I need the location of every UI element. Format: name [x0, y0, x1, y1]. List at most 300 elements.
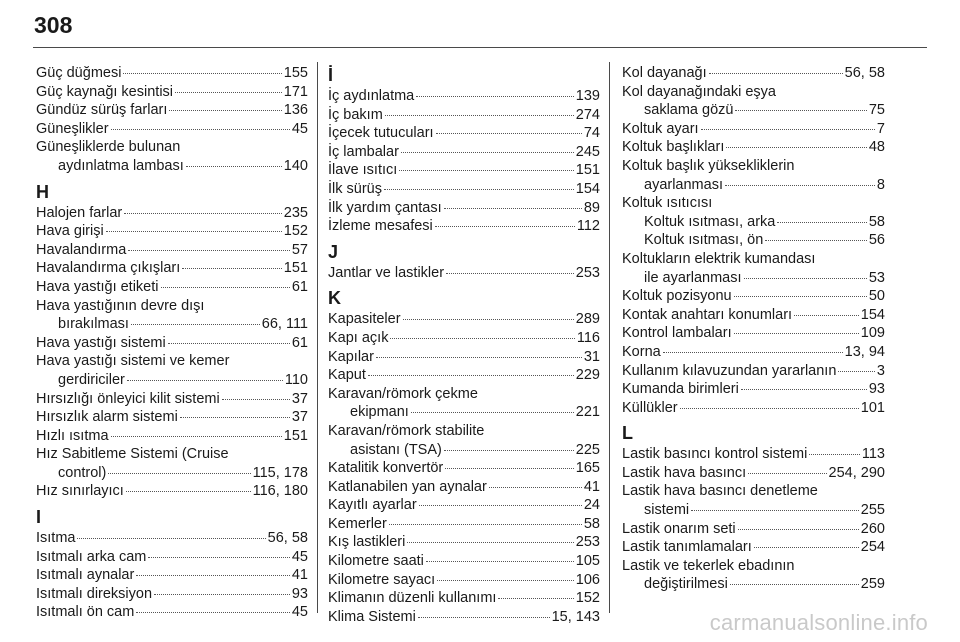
entry-term: Katlanabilen yan aynalar	[328, 478, 487, 495]
entry-term: Katalitik konvertör	[328, 460, 444, 477]
entry-term: İç aydınlatma	[328, 88, 415, 104]
index-entry	[36, 83, 308, 102]
entry-page-ref: 66, 111	[261, 316, 308, 333]
dot-leader	[111, 129, 290, 130]
dot-leader	[741, 389, 867, 390]
entry-term: Korna	[622, 343, 661, 360]
dot-leader	[407, 542, 573, 543]
index-entry	[328, 608, 600, 627]
entry-page-ref: 115, 178	[252, 464, 308, 481]
dot-leader	[180, 417, 290, 418]
entry-page-ref: 255	[860, 502, 885, 519]
index-entry	[328, 199, 600, 218]
entry-term: Lastik hava basıncı	[622, 464, 747, 481]
dot-leader	[136, 612, 290, 613]
index-entry	[36, 585, 308, 604]
entry-term: Koltuk pozisyonu	[622, 288, 732, 305]
entry-page-ref: 101	[860, 399, 885, 416]
index-entry	[328, 515, 600, 534]
entry-term: İç lambalar	[328, 143, 399, 160]
entry-page-ref: 8	[876, 176, 885, 193]
index-entry	[622, 380, 885, 399]
entry-page-ref: 221	[575, 404, 600, 421]
dot-leader	[725, 185, 875, 186]
entry-page-ref: 58	[868, 213, 885, 230]
entry-page-ref: 56	[868, 232, 885, 249]
index-heading: Hava yastığının devre dışı	[36, 297, 205, 314]
dot-leader	[123, 73, 281, 74]
index-heading: Koltuk başlık yüksekliklerin	[622, 157, 795, 174]
entry-term: Koltuk ısıtması, ön	[644, 232, 764, 249]
dot-leader	[106, 231, 282, 232]
index-entry	[328, 366, 600, 385]
entry-term: gerdiriciler	[58, 371, 125, 388]
entry-term: Hırsızlığı önleyici kilit sistemi	[36, 390, 220, 407]
index-entry	[328, 589, 600, 608]
entry-term: Halojen farlar	[36, 204, 123, 221]
entry-page-ref: 274	[575, 106, 600, 123]
entry-page-ref: 112	[576, 218, 600, 235]
section-letter: L	[622, 423, 633, 444]
index-column-1	[36, 64, 308, 622]
dot-leader	[435, 226, 575, 227]
index-entry	[36, 603, 308, 622]
dot-leader	[765, 240, 867, 241]
entry-term: Koltuk başlıkları	[622, 139, 725, 156]
dot-leader	[701, 129, 875, 130]
entry-term: control)	[58, 464, 107, 481]
watermark: carmanualsonline.info	[709, 610, 928, 635]
index-entry	[622, 343, 885, 362]
dot-leader	[175, 92, 282, 93]
index-entry	[36, 259, 308, 278]
entry-page-ref: 154	[575, 180, 600, 197]
entry-page-ref: 37	[291, 390, 308, 407]
entry-page-ref: 45	[291, 120, 308, 137]
dot-leader	[663, 352, 843, 353]
dot-leader	[222, 399, 290, 400]
index-entry	[36, 529, 308, 548]
dot-leader	[169, 110, 281, 111]
entry-page-ref: 50	[868, 288, 885, 305]
entry-term: sistemi	[644, 502, 690, 519]
index-entry	[36, 222, 308, 241]
section-letter: K	[328, 288, 341, 309]
entry-page-ref: 93	[291, 585, 308, 602]
entry-page-ref: 45	[291, 548, 308, 565]
index-entry	[36, 157, 308, 176]
entry-page-ref: 260	[860, 520, 885, 537]
entry-page-ref: 74	[583, 125, 600, 142]
entry-page-ref: 41	[291, 567, 308, 584]
index-entry	[36, 278, 308, 297]
entry-page-ref: 151	[575, 162, 600, 179]
index-entry	[622, 464, 885, 483]
entry-term: Gündüz sürüş farları	[36, 102, 168, 119]
index-entry	[328, 217, 600, 236]
dot-leader	[680, 408, 859, 409]
dot-leader	[809, 454, 860, 455]
entry-page-ref: 61	[291, 334, 308, 351]
index-section	[328, 64, 600, 236]
dot-leader	[182, 268, 282, 269]
entry-term: Kapasiteler	[328, 311, 401, 328]
dot-leader	[489, 487, 582, 488]
entry-term: asistanı (TSA)	[350, 441, 442, 458]
entry-term: Havalandırma	[36, 241, 127, 258]
index-entry	[36, 315, 308, 334]
dot-leader	[416, 96, 574, 97]
entry-term: Isıtmalı ön cam	[36, 604, 135, 621]
entry-term: Isıtmalı direksiyon	[36, 585, 153, 602]
entry-term: Kol dayanağı	[622, 65, 707, 81]
index-heading: Hava yastığı sistemi ve kemer	[36, 353, 230, 370]
entry-term: değiştirilmesi	[644, 576, 728, 593]
index-entry	[328, 329, 600, 348]
index-section	[36, 181, 308, 502]
dot-leader	[734, 296, 867, 297]
entry-term: Kaput	[328, 367, 366, 384]
index-entry	[622, 231, 885, 250]
entry-page-ref: 109	[860, 325, 885, 342]
index-entry	[622, 101, 885, 120]
entry-page-ref: 151	[283, 260, 308, 277]
index-entry	[328, 348, 600, 367]
section-letter: H	[36, 181, 49, 202]
entry-page-ref: 116	[576, 329, 600, 346]
index-entry	[622, 138, 885, 157]
index-entry	[328, 143, 600, 162]
index-entry	[36, 371, 308, 390]
entry-term: Hava yastığı sistemi	[36, 334, 166, 351]
entry-page-ref: 31	[583, 348, 600, 365]
entry-term: bırakılması	[58, 316, 129, 333]
dot-leader	[154, 594, 290, 595]
index-entry	[328, 124, 600, 143]
dot-leader	[389, 524, 582, 525]
index-entry	[328, 496, 600, 515]
entry-page-ref: 152	[575, 590, 600, 607]
entry-page-ref: 254, 290	[828, 464, 885, 481]
entry-page-ref: 136	[283, 102, 308, 119]
entry-term: Kemerler	[328, 515, 387, 532]
entry-term: Kontak anahtarı konumları	[622, 306, 793, 323]
index-entry	[36, 427, 308, 446]
entry-page-ref: 289	[575, 311, 600, 328]
dot-leader	[390, 338, 574, 339]
dot-leader	[419, 505, 582, 506]
dot-leader	[399, 170, 573, 171]
index-entry	[622, 575, 885, 594]
index-entry	[622, 120, 885, 139]
index-entry	[36, 464, 308, 483]
dot-leader	[444, 208, 582, 209]
index-entry	[36, 64, 308, 83]
index-entry	[328, 180, 600, 199]
index-entry	[328, 441, 600, 460]
index-entry	[36, 408, 308, 427]
index-entry	[36, 241, 308, 260]
entry-page-ref: 151	[283, 427, 308, 444]
dot-leader	[385, 115, 574, 116]
page-number: 308	[34, 12, 73, 38]
entry-term: Hava yastığı etiketi	[36, 278, 159, 295]
entry-term: aydınlatma lambası	[58, 157, 184, 174]
entry-term: Lastik onarım seti	[622, 520, 736, 537]
dot-leader	[108, 473, 250, 474]
dot-leader	[726, 147, 867, 148]
entry-term: Koltuk ayarı	[622, 120, 699, 137]
index-entry	[36, 548, 308, 567]
entry-term: Kapı açık	[328, 329, 389, 346]
dot-leader	[368, 375, 574, 376]
entry-term: Isıtmalı arka cam	[36, 548, 147, 565]
index-entry	[328, 310, 600, 329]
entry-term: Havalandırma çıkışları	[36, 260, 181, 277]
entry-page-ref: 56, 58	[844, 65, 885, 81]
entry-page-ref: 253	[575, 534, 600, 551]
entry-term: Isıtmalı aynalar	[36, 567, 135, 584]
section-letter: İ	[328, 65, 334, 85]
index-entry	[328, 161, 600, 180]
entry-page-ref: 58	[583, 515, 600, 532]
index-entry	[328, 533, 600, 552]
index-entry	[328, 264, 600, 283]
index-entry	[36, 101, 308, 120]
entry-page-ref: 13, 94	[844, 343, 885, 360]
entry-page-ref: 171	[283, 83, 308, 100]
index-section	[36, 506, 308, 622]
entry-term: Koltuk ısıtması, arka	[644, 213, 776, 230]
entry-term: Hava girişi	[36, 223, 104, 240]
entry-page-ref: 48	[868, 139, 885, 156]
dot-leader	[748, 473, 826, 474]
dot-leader	[426, 561, 574, 562]
entry-term: saklama gözü	[644, 102, 734, 119]
entry-page-ref: 154	[860, 306, 885, 323]
dot-leader	[127, 380, 283, 381]
index-heading: Koltuk ısıtıcısı	[622, 195, 713, 212]
index-section	[36, 64, 308, 176]
entry-term: Lastik basıncı kontrol sistemi	[622, 446, 808, 463]
entry-page-ref: 106	[575, 571, 600, 588]
entry-page-ref: 113	[861, 446, 885, 463]
index-entry	[622, 213, 885, 232]
dot-leader	[161, 287, 290, 288]
dot-leader	[730, 584, 859, 585]
entry-term: Hız sınırlayıcı	[36, 483, 124, 500]
index-section	[622, 422, 885, 594]
dot-leader	[754, 547, 859, 548]
dot-leader	[126, 491, 251, 492]
column-divider-1	[317, 62, 318, 613]
entry-page-ref: 41	[583, 478, 600, 495]
dot-leader	[401, 152, 574, 153]
entry-term: Hırsızlık alarm sistemi	[36, 409, 178, 426]
dot-leader	[418, 617, 550, 618]
entry-term: Kilometre sayacı	[328, 571, 436, 588]
index-heading: Koltukların elektrik kumandası	[622, 250, 816, 267]
index-section	[622, 64, 885, 417]
entry-term: Kış lastikleri	[328, 534, 406, 551]
entry-page-ref: 225	[575, 441, 600, 458]
dot-leader	[444, 450, 574, 451]
index-column-3	[622, 64, 885, 594]
entry-page-ref: 253	[575, 264, 600, 281]
entry-term: Kilometre saati	[328, 553, 424, 570]
entry-page-ref: 56, 58	[267, 530, 308, 547]
dot-leader	[411, 412, 574, 413]
entry-term: Küllükler	[622, 399, 678, 416]
dot-leader	[186, 166, 282, 167]
entry-term: Lastik tanımlamaları	[622, 539, 752, 556]
entry-term: Kontrol lambaları	[622, 325, 732, 342]
index-entry	[36, 566, 308, 585]
entry-term: İlave ısıtıcı	[328, 162, 398, 179]
dot-leader	[136, 575, 290, 576]
index-entry	[622, 306, 885, 325]
dot-leader	[124, 213, 282, 214]
entry-page-ref: 245	[575, 143, 600, 160]
index-entry	[328, 459, 600, 478]
entry-term: Kapılar	[328, 348, 374, 365]
dot-leader	[128, 250, 290, 251]
entry-page-ref: 93	[868, 381, 885, 398]
entry-page-ref: 3	[876, 362, 885, 379]
index-entry	[622, 445, 885, 464]
entry-term: Güç düğmesi	[36, 65, 122, 81]
dot-leader	[446, 273, 574, 274]
entry-page-ref: 24	[583, 497, 600, 514]
entry-page-ref: 57	[291, 241, 308, 258]
entry-page-ref: 89	[583, 199, 600, 216]
dot-leader	[498, 598, 573, 599]
dot-leader	[384, 189, 574, 190]
dot-leader	[709, 73, 843, 74]
entry-page-ref: 140	[283, 157, 308, 174]
entry-page-ref: 110	[284, 371, 308, 388]
index-heading: Karavan/römork çekme	[328, 385, 478, 402]
dot-leader	[403, 319, 574, 320]
section-letter: I	[36, 507, 42, 528]
index-entry	[622, 501, 885, 520]
index-entry	[622, 324, 885, 343]
dot-leader	[111, 436, 282, 437]
index-column-2	[328, 64, 600, 626]
entry-term: Kayıtlı ayarlar	[328, 497, 417, 514]
entry-page-ref: 45	[291, 604, 308, 621]
index-entry	[328, 106, 600, 125]
dot-leader	[735, 110, 866, 111]
index-entry	[622, 520, 885, 539]
index-heading: Karavan/römork stabilite	[328, 422, 485, 439]
entry-page-ref: 105	[575, 553, 600, 570]
entry-page-ref: 229	[575, 367, 600, 384]
entry-page-ref: 15, 143	[551, 608, 600, 625]
index-heading: Lastik hava basıncı denetleme	[622, 483, 818, 500]
index-entry	[36, 482, 308, 501]
entry-page-ref: 235	[283, 204, 308, 221]
dot-leader	[77, 538, 265, 539]
section-letter: J	[328, 241, 339, 262]
entry-term: İlk sürüş	[328, 180, 382, 197]
entry-page-ref: 116, 180	[252, 483, 308, 500]
entry-page-ref: 254	[860, 539, 885, 556]
index-entry	[328, 87, 600, 106]
index-entry	[36, 120, 308, 139]
index-heading: Güneşliklerde bulunan	[36, 139, 181, 156]
entry-page-ref: 37	[291, 409, 308, 426]
index-entry	[328, 403, 600, 422]
entry-term: Klimanın düzenli kullanımı	[328, 590, 497, 607]
index-entry	[328, 478, 600, 497]
index-section	[328, 241, 600, 283]
entry-term: İç bakım	[328, 106, 383, 123]
entry-page-ref: 53	[868, 269, 885, 286]
column-divider-2	[609, 62, 610, 613]
entry-term: İzleme mesafesi	[328, 218, 433, 235]
index-entry	[36, 204, 308, 223]
entry-page-ref: 75	[868, 102, 885, 119]
index-entry	[622, 399, 885, 418]
dot-leader	[794, 315, 859, 316]
entry-page-ref: 139	[575, 88, 600, 104]
entry-page-ref: 155	[283, 65, 308, 81]
index-entry	[328, 552, 600, 571]
dot-leader	[734, 333, 859, 334]
dot-leader	[445, 468, 574, 469]
dot-leader	[777, 222, 867, 223]
entry-term: Jantlar ve lastikler	[328, 264, 445, 281]
entry-term: Güç kaynağı kesintisi	[36, 83, 174, 100]
index-entry	[36, 334, 308, 353]
entry-page-ref: 7	[876, 120, 885, 137]
index-section	[328, 287, 600, 626]
entry-term: Klima Sistemi	[328, 608, 416, 625]
dot-leader	[691, 510, 859, 511]
index-heading: Lastik ve tekerlek ebadının	[622, 557, 795, 574]
index-entry	[622, 538, 885, 557]
index-entry	[622, 64, 885, 83]
entry-term: İlk yardım çantası	[328, 199, 442, 216]
dot-leader	[437, 580, 574, 581]
entry-term: ayarlanması	[644, 176, 723, 193]
index-entry	[622, 176, 885, 195]
entry-term: Isıtma	[36, 530, 76, 547]
dot-leader	[738, 529, 859, 530]
index-entry	[622, 269, 885, 288]
index-entry	[622, 362, 885, 381]
entry-page-ref: 165	[575, 460, 600, 477]
entry-page-ref: 61	[291, 278, 308, 295]
index-heading: Kol dayanağındaki eşya	[622, 83, 776, 100]
dot-leader	[838, 371, 875, 372]
dot-leader	[436, 133, 582, 134]
entry-page-ref: 152	[283, 223, 308, 240]
index-entry	[36, 390, 308, 409]
header-rule	[33, 47, 927, 48]
entry-page-ref: 259	[860, 576, 885, 593]
entry-term: Güneşlikler	[36, 120, 109, 137]
dot-leader	[168, 343, 290, 344]
entry-term: Kullanım kılavuzundan yararlanın	[622, 362, 837, 379]
dot-leader	[376, 357, 582, 358]
dot-leader	[131, 324, 260, 325]
index-entry	[622, 287, 885, 306]
index-entry	[328, 571, 600, 590]
entry-term: ile ayarlanması	[644, 269, 742, 286]
entry-term: Hızlı ısıtma	[36, 427, 109, 444]
